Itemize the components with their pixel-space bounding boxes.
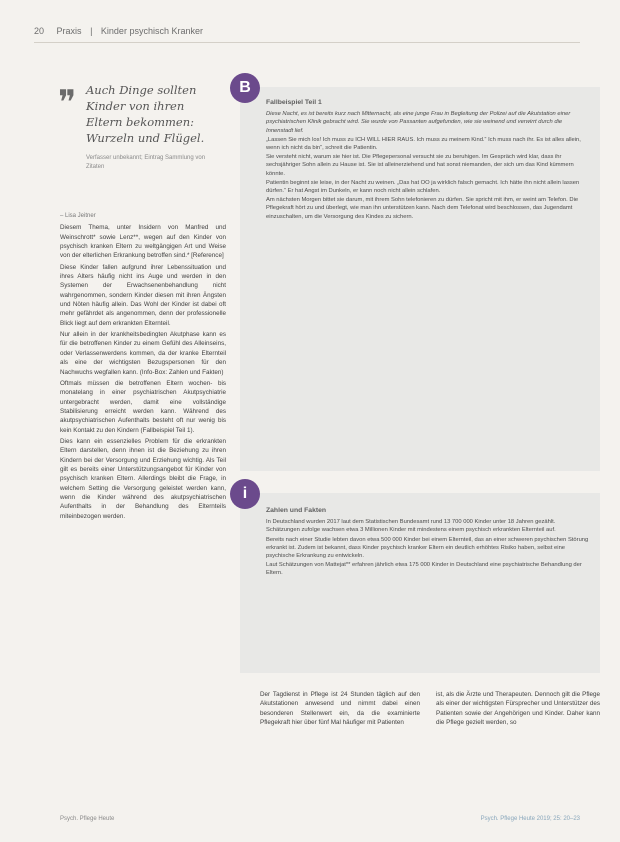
case-paragraph: Am nächsten Morgen bittet sie darum, mit ihrem Sohn telefonieren zu dürfen. Sie spricht mit ihm, er weint am Telefon. Die Pflegekraft hört zu und überlegt, wie man ihn unterstützen kann. Nach dem Telefonat wird beschlossen, das Jugendamt einzuschalten, um die Versorgung des Kindes zu sichern. bbox=[266, 197, 579, 220]
body-paragraph: Dies kann ein essenzielles Problem für die erkrankten Eltern darstellen, denn ihnen ist die Beziehung zu ihren Kindern bei der Versorgung und Erziehung wichtig. Als Teil gilt es bereits einer Unterstützungsangebot für Kinder von psychisch kranken Eltern. Allerdings bleibt die Frage, in welchem Setting die Versorgung geleistet werden kann, wenn die Kinder während des akutpsychiatrischen Aufenthalts in der Behandlung des Elternteils miteinbezogen werden. bbox=[60, 437, 226, 520]
case-paragraph: Patientin beginnt sie leise, in der Nacht zu weinen. „Das hat OO ja wirklich falsch gemacht. Ich hätte ihn nicht allein lassen dürfen.“ Er hat Angst im Dunkeln, er kann noch nicht allein schlafen. bbox=[266, 179, 580, 195]
pull-quote bbox=[60, 82, 222, 172]
case-example-box bbox=[239, 79, 600, 471]
facts-paragraph: Bereits nach einer Studie lebten davon etwa 500 000 Kinder bei einem Elternteil, das an einer schweren psychischen Störung erkrankt ist. Zudem ist bekannt, dass Kinder psychisch kranker Eltern ein deutlich erhöhtes Risiko haben, selbst eine psychische Erkrankung zu entwickeln. bbox=[266, 536, 589, 560]
header-rule bbox=[34, 42, 580, 43]
case-paragraph: Sie versteht nicht, warum sie hier ist. Die Pflegepersonal versucht sie zu beruhigen. Im Gespräch wird klar, dass ihr sechsjähriger Sohn allein zu Hause ist. Sie ist alleinerziehend und hat sonst niemanden, der sich um das Kind kümmern könnte. bbox=[266, 154, 574, 177]
quote-mark-icon: ❞ bbox=[58, 83, 77, 123]
body-paragraph: Diese Kinder fallen aufgrund ihrer Lebenssituation und ihres Alters häufig nicht ins Auge und werden in den Systemen der Erwachsenenbehandlung nicht wahrgenommen, sondern Kinder diesen mit ihren Ängsten und Nöten häufig allein. Das Wohl der Kinder ist dabei oft mehr gefährdet als angenommen, denn der professionelle Blick liegt auf dem erkrankten Elternteil. bbox=[60, 263, 226, 327]
info-icon: i bbox=[230, 479, 260, 509]
bottom-column-left: Der Tagdienst in Pflege ist 24 Stunden täglich auf den Akutstationen anwesend und nimmt dabei einen besonderen Stellenwert ein, da die examinierte Pflegekraft hier über fünf Mal häufiger mit Patienten bbox=[260, 691, 420, 727]
facts-paragraph: In Deutschland wurden 2017 laut dem Statistischen Bundesamt rund 13 700 000 Kinder unter 18 Jahren gezählt. Schätzungen zufolge wachsen etwa 3 Millionen Kinder mit mindestens einem psychisch erkrankten Elternteil auf. bbox=[266, 519, 556, 534]
case-paragraph: Diese Nacht, es ist bereits kurz nach Mitternacht, als eine junge Frau in Begleitung der Polizei auf die Akutstation einer psychiatrischen Klinik gebracht wird. Sie wurde von Passanten aufgefunden, wie sie weinend und verwirrt durch die Innenstadt lief. bbox=[266, 111, 571, 134]
footer-left: Psych. Pflege Heute bbox=[60, 816, 115, 822]
header-section: Praxis bbox=[56, 26, 82, 36]
footer-right: Psych. Pflege Heute 2019; 25: 20–23 bbox=[480, 816, 580, 822]
quote-text: Auch Dinge sollten Kinder von ihren Eltern bekommen: Wurzeln und Flügel. bbox=[86, 83, 205, 145]
b-badge-icon: B bbox=[230, 73, 260, 103]
facts-box bbox=[240, 485, 600, 673]
body-paragraph: Diesem Thema, unter Insidern von Manfred und Weinschrott* sowie Lenz**, wegen auf den Kinder von psychisch kranken Eltern zu weltgängigen Art und Weise von der elterlichen Erkrankung betroffen sind.* [Reference] bbox=[60, 224, 226, 260]
quote-source: Verfasser unbekannt; Eintrag Sammlung von Zitaten bbox=[86, 155, 206, 170]
facts-title: Zahlen und Fakten bbox=[266, 507, 327, 514]
header-separator: | bbox=[90, 26, 93, 36]
left-column bbox=[60, 212, 226, 523]
case-example-title: Fallbeispiel Teil 1 bbox=[266, 99, 322, 106]
body-paragraph: Oftmals müssen die betroffenen Eltern wochen- bis monatelang in einer psychiatrischen Akutpsychiatrie untergebracht werden, damit eine vollständige Stabilisierung erreicht werden kann. Während des akutpsychiatrischen Aufenthalts besteht oft nur wenig bis kein Kontakt zu den Kindern (Fallbeispiel Teil 1). bbox=[60, 379, 226, 434]
page-number: 20 bbox=[34, 26, 45, 36]
author-line: – Lisa Jeitner bbox=[60, 213, 96, 219]
bottom-column-right: ist, als die Ärzte und Therapeuten. Dennoch gilt die Pflege als einer der wichtigsten Fürsprecher und Unterstützer des Patienten sowie der Angehörigen und Kinder. Daher kann die Pflege gezielt werden, so bbox=[436, 691, 600, 727]
facts-paragraph: Laut Schätzungen von Mattejat** erfahren jährlich etwa 175 000 Kinder in Deutschland eine psychiatrische Behandlung der Eltern. bbox=[266, 562, 582, 577]
body-paragraph: Nur allein in der krankheitsbedingten Akutphase kann es für die betroffenen Kinder zu einem Gefühl des Alleinseins, oder Verlassenwerdens kommen, da der kranke Elternteil als eine der wichtigsten Bezugspersonen für den Nachwuchs wegfallen kann. (Info-Box: Zahlen und Fakten) bbox=[60, 331, 226, 376]
running-header bbox=[34, 26, 203, 36]
header-title: Kinder psychisch Kranker bbox=[100, 26, 203, 36]
case-paragraph: „Lassen Sie mich los! Ich muss zu ICH WILL HIER RAUS. Ich muss zu meinem Kind.“ Ich muss nach ihr. Es ist alles allein, wenn ich nicht da bin“, schreit die Patientin. bbox=[266, 136, 581, 152]
